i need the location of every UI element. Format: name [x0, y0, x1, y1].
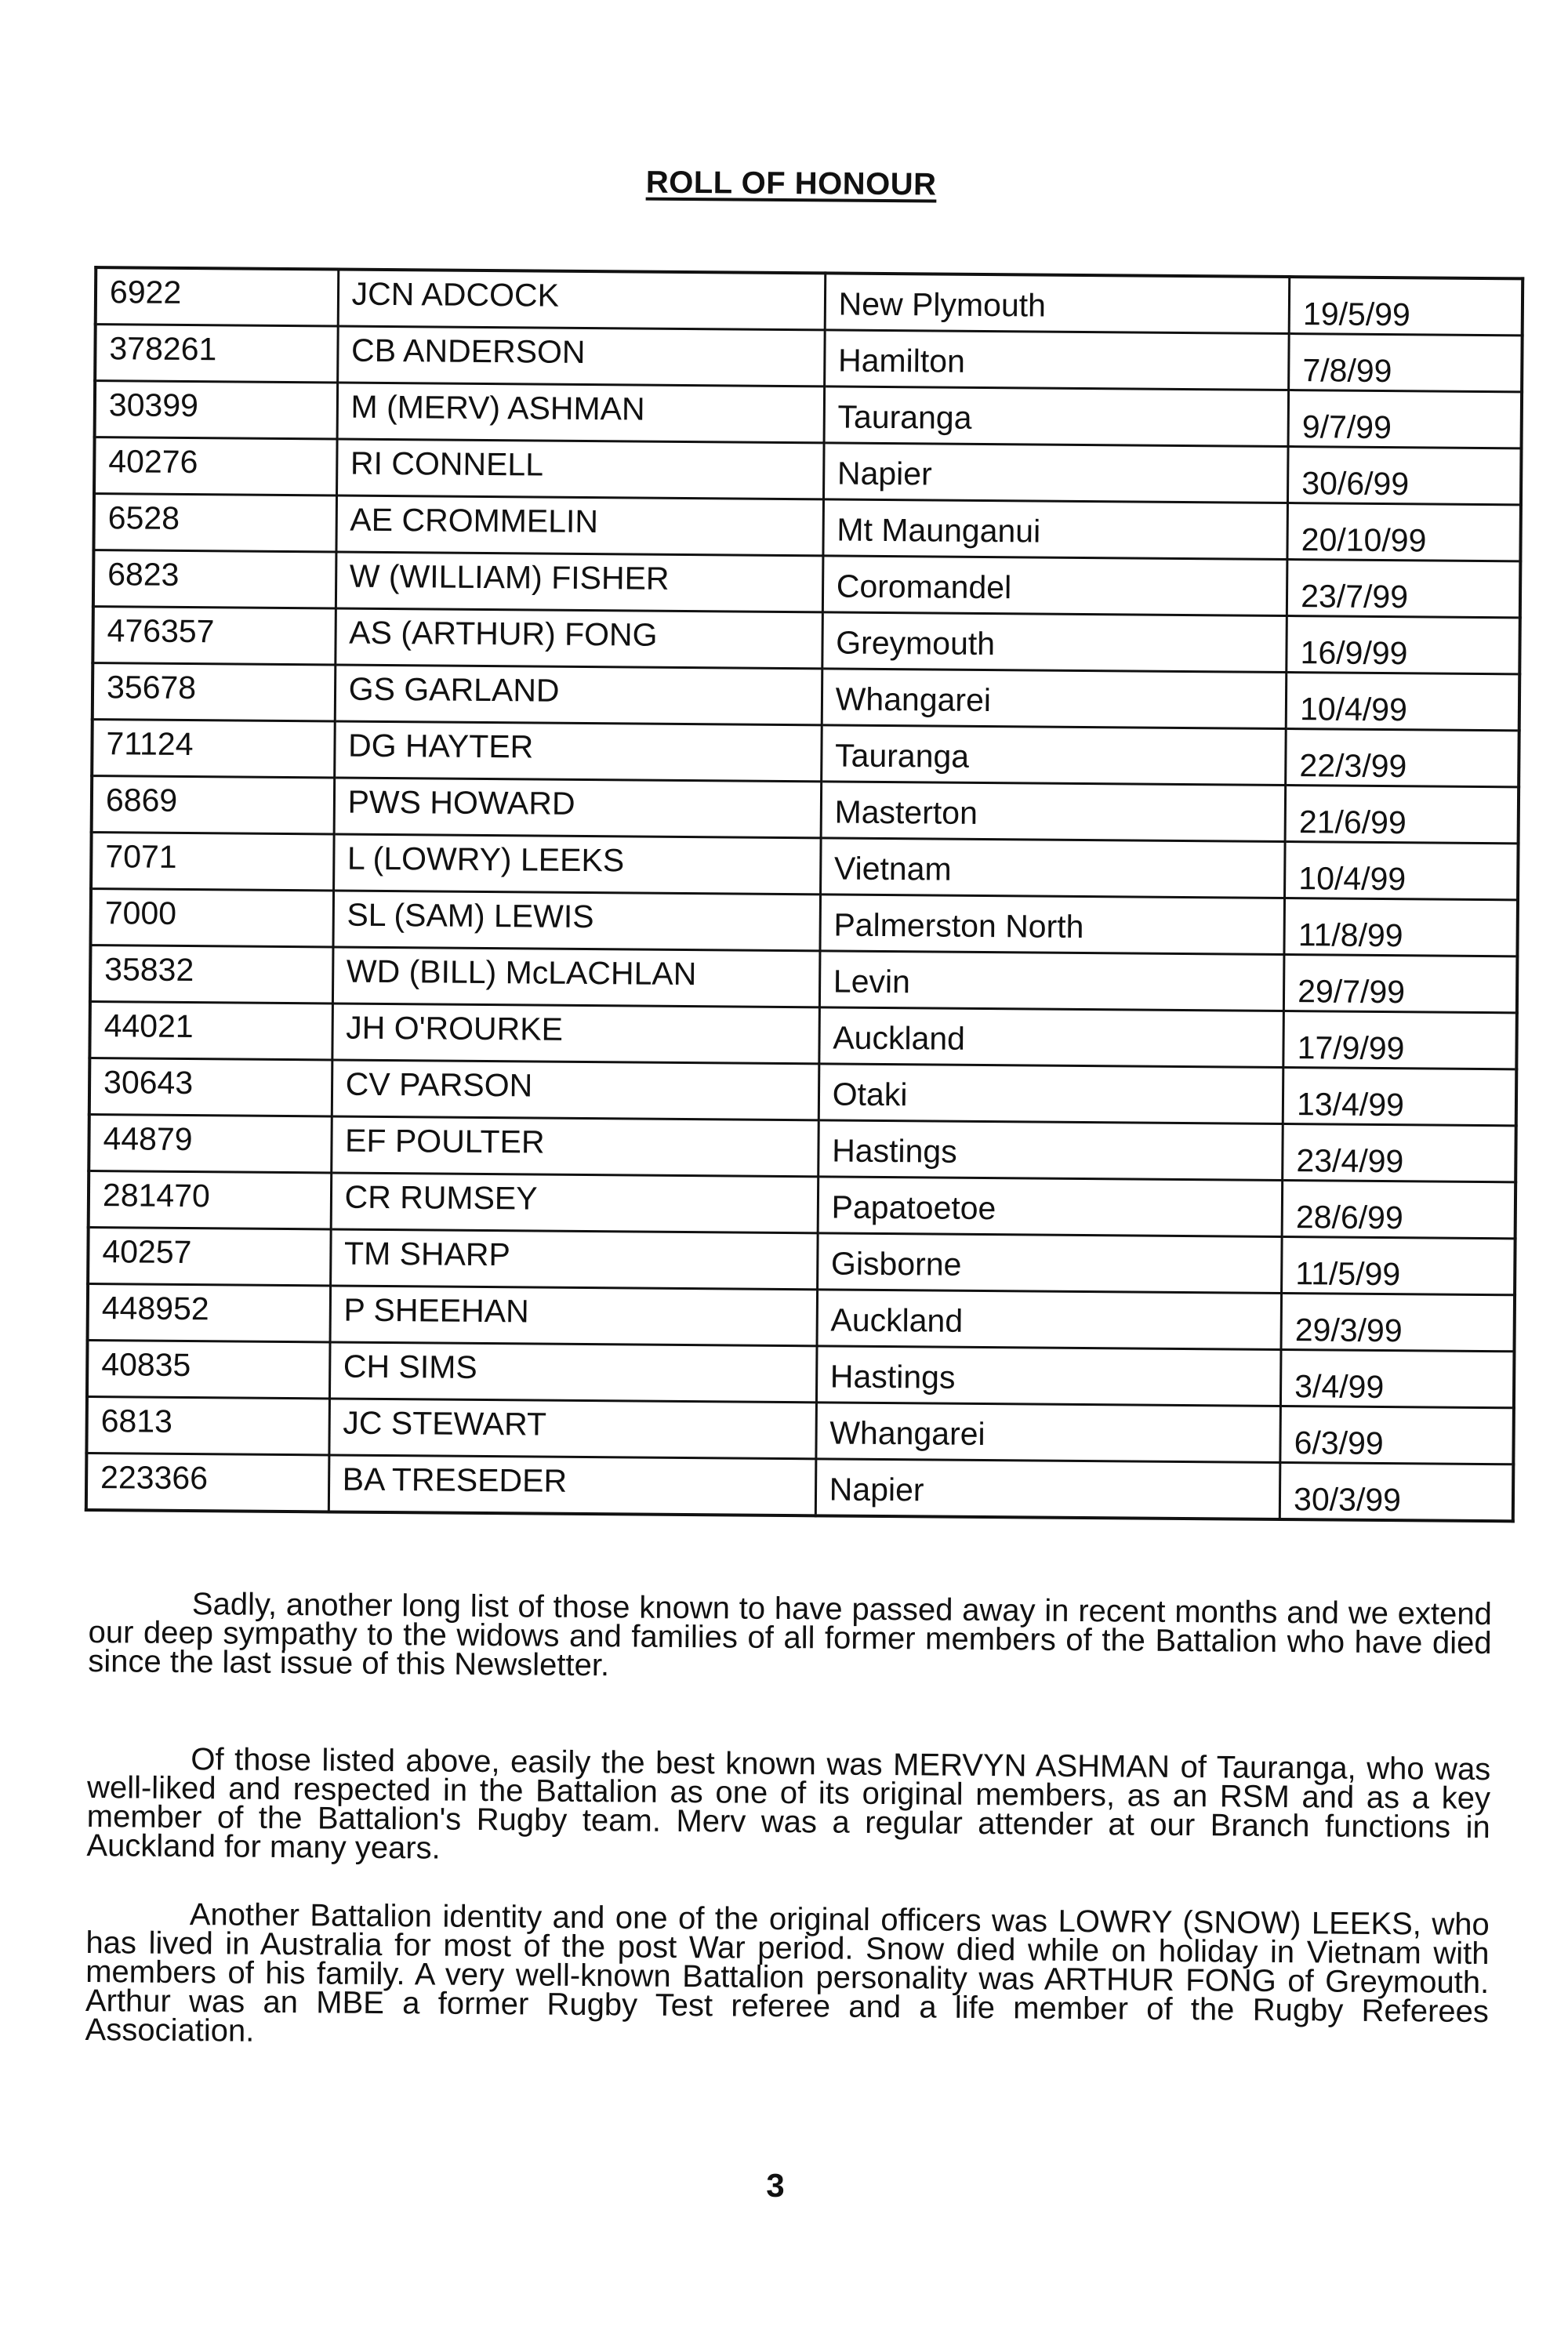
paragraph-sympathy: Sadly, another long list of those known to have passed away in recent months and we extend our deep sympathy to the widows and families of all former members of the Battalion who have died since the last issue of this Newsletter.	[88, 1587, 1493, 1683]
service-number-cell: 30399	[95, 381, 338, 439]
town-cell: Auckland	[819, 1007, 1284, 1068]
name-cell: DG HAYTER	[334, 721, 822, 782]
table-row	[86, 1454, 1514, 1522]
town-cell: Otaki	[818, 1064, 1283, 1124]
town-cell: Whangarei	[822, 669, 1287, 729]
town-cell: Whangarei	[816, 1403, 1281, 1463]
date-cell: 20/10/99	[1287, 503, 1521, 561]
roll-of-honour-table	[85, 266, 1524, 1522]
name-cell: JCN ADCOCK	[338, 270, 826, 330]
page-number: 3	[766, 2166, 785, 2205]
date-cell: 10/4/99	[1286, 673, 1519, 731]
town-cell: Tauranga	[824, 387, 1289, 447]
service-number-cell: 6922	[96, 267, 339, 326]
town-cell: Hamilton	[824, 330, 1289, 390]
town-cell: Auckland	[817, 1290, 1282, 1350]
service-number-cell: 40276	[94, 437, 337, 495]
service-number-cell: 35832	[90, 945, 333, 1003]
paragraph-ashman: Of those listed above, easily the best known was MERVYN ASHMAN of Tauranga, who was well-liked and respected in the Battalion as one of its original members, as an RSM and as a key member of the Battalion's Rugby team. Merv was a regular attender at our Branch functions in Auckland for many years.	[86, 1742, 1491, 1866]
town-cell: Hastings	[818, 1120, 1283, 1181]
service-number-cell: 476357	[93, 607, 336, 665]
service-number-cell: 6823	[93, 550, 336, 608]
town-cell: Napier	[823, 443, 1288, 503]
town-cell: Gisborne	[817, 1233, 1282, 1294]
service-number-cell: 6528	[93, 494, 336, 552]
name-cell: AE CROMMELIN	[336, 495, 824, 556]
date-cell: 30/3/99	[1279, 1462, 1513, 1521]
name-cell: M (MERV) ASHMAN	[337, 383, 825, 443]
date-cell: 30/6/99	[1288, 447, 1522, 505]
date-cell: 9/7/99	[1288, 390, 1522, 448]
page-title: ROLL OF HONOUR	[645, 165, 937, 202]
date-cell: 10/4/99	[1285, 842, 1519, 900]
name-cell: W (WILLIAM) FISHER	[336, 552, 823, 612]
town-cell: Masterton	[821, 782, 1286, 842]
date-cell: 29/3/99	[1281, 1293, 1515, 1351]
service-number-cell: 223366	[86, 1454, 329, 1512]
date-cell: 17/9/99	[1283, 1011, 1517, 1069]
name-cell: P SHEEHAN	[330, 1286, 818, 1346]
date-cell: 23/4/99	[1283, 1123, 1516, 1181]
service-number-cell: 40835	[87, 1341, 330, 1399]
town-cell: Coromandel	[822, 556, 1287, 616]
name-cell: L (LOWRY) LEEKS	[333, 834, 821, 895]
date-cell: 21/6/99	[1285, 786, 1519, 844]
name-cell: AS (ARTHUR) FONG	[335, 608, 822, 669]
date-cell: 19/5/99	[1289, 277, 1523, 336]
name-cell: CB ANDERSON	[337, 326, 825, 387]
service-number-cell: 6813	[86, 1397, 329, 1455]
service-number-cell: 378261	[95, 325, 338, 383]
date-cell: 13/4/99	[1283, 1068, 1516, 1126]
name-cell: JH O'ROURKE	[332, 1003, 819, 1064]
paragraph-leeks-fong: Another Battalion identity and one of the original officers was LOWRY (SNOW) LEEKS, who has lived in Australia for most of the post War period. Snow died while on holiday in Vietnam with members of his family. A very well-known Battalion personality was ARTHUR FONG of Greymouth. Arthur was an MBE a former Rugby Test referee and a life member of the Rugby Referees Association.	[85, 1897, 1490, 2049]
service-number-cell: 281470	[89, 1171, 332, 1229]
service-number-cell: 40257	[88, 1228, 331, 1286]
name-cell: TM SHARP	[330, 1229, 818, 1290]
service-number-cell: 35678	[93, 663, 336, 721]
service-number-cell: 44879	[89, 1115, 332, 1173]
date-cell: 22/3/99	[1286, 729, 1519, 787]
service-number-cell: 71124	[92, 720, 335, 778]
name-cell: BA TRESEDER	[328, 1455, 816, 1515]
town-cell: Mt Maunganui	[823, 499, 1288, 560]
name-cell: CV PARSON	[332, 1060, 819, 1120]
date-cell: 29/7/99	[1284, 955, 1518, 1013]
name-cell: EF POULTER	[331, 1116, 818, 1177]
name-cell: RI CONNELL	[336, 439, 824, 499]
date-cell: 28/6/99	[1282, 1180, 1515, 1238]
service-number-cell: 6869	[92, 776, 335, 834]
town-cell: Vietnam	[820, 838, 1285, 898]
date-cell: 6/3/99	[1280, 1406, 1514, 1464]
town-cell: Palmerston North	[820, 895, 1285, 955]
town-cell: Napier	[815, 1459, 1280, 1519]
service-number-cell: 7000	[90, 889, 333, 947]
date-cell: 11/8/99	[1284, 898, 1518, 956]
date-cell: 3/4/99	[1281, 1349, 1515, 1407]
service-number-cell: 448952	[88, 1284, 331, 1342]
service-number-cell: 44021	[89, 1002, 332, 1060]
roll-table-body	[86, 267, 1523, 1521]
service-number-cell: 7071	[91, 833, 334, 891]
date-cell: 7/8/99	[1289, 334, 1523, 392]
town-cell: Hastings	[816, 1346, 1281, 1406]
name-cell: CR RUMSEY	[331, 1173, 818, 1233]
date-cell: 11/5/99	[1282, 1236, 1515, 1294]
name-cell: WD (BILL) McLACHLAN	[332, 947, 820, 1007]
name-cell: SL (SAM) LEWIS	[333, 891, 821, 951]
name-cell: GS GARLAND	[335, 665, 822, 725]
town-cell: Levin	[819, 951, 1284, 1011]
name-cell: CH SIMS	[329, 1342, 817, 1403]
service-number-cell: 30643	[89, 1058, 332, 1116]
town-cell: Papatoetoe	[818, 1177, 1283, 1237]
date-cell: 23/7/99	[1287, 560, 1521, 618]
town-cell: Greymouth	[822, 612, 1287, 673]
date-cell: 16/9/99	[1287, 616, 1520, 674]
town-cell: Tauranga	[821, 725, 1286, 786]
name-cell: PWS HOWARD	[334, 778, 822, 838]
town-cell: New Plymouth	[825, 273, 1290, 333]
name-cell: JC STEWART	[329, 1399, 817, 1459]
